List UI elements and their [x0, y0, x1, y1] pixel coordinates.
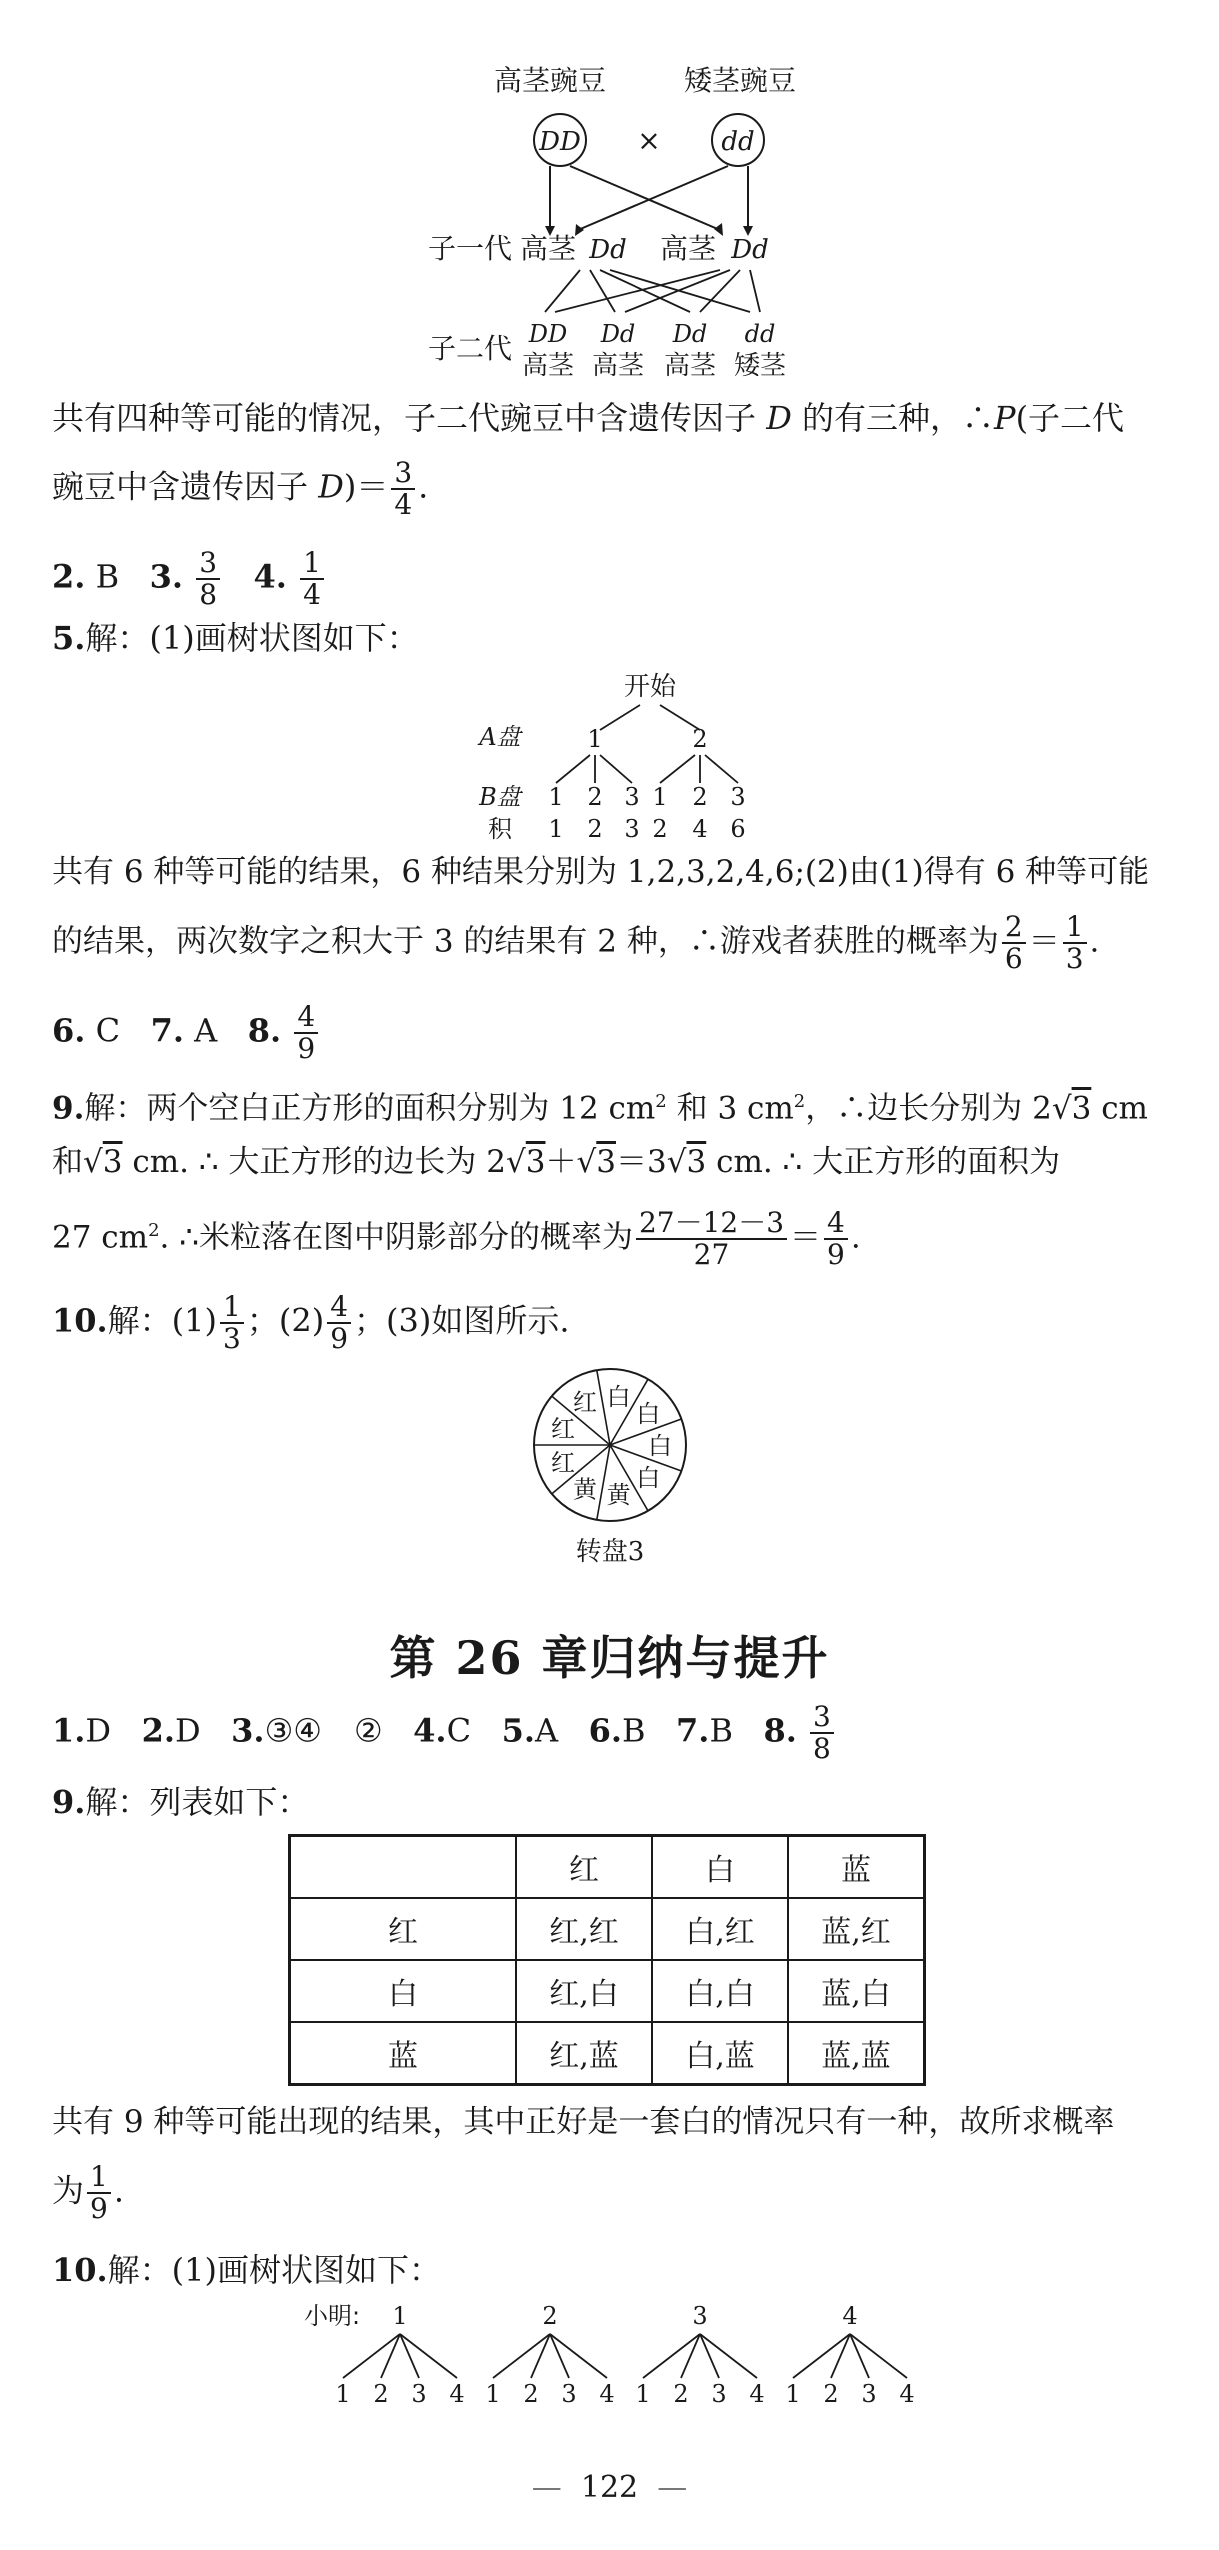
q9-fraction-1: $\frac{27-12-3}{27}$ [636, 1208, 787, 1270]
table-cell: 白,蓝 [652, 2022, 788, 2085]
r10-tree-leaf: 2 [823, 2380, 839, 2408]
tree-prod-6: 6 [730, 815, 746, 843]
cross-symbol: × [637, 124, 661, 157]
r10-tree-diagram [290, 2290, 930, 2410]
f2-genes-3: Dd [672, 320, 708, 348]
table-cell: 红,白 [516, 1960, 652, 2022]
sqrt-symbol: √3 [1051, 1090, 1092, 1127]
spinner-sector-label: 白 [606, 1382, 631, 1411]
genetics-diagram [420, 60, 840, 390]
tree-b-1: 1 [548, 783, 564, 811]
spinner-sector-label: 红 [573, 1388, 597, 1417]
tree-b-3: 3 [624, 783, 640, 811]
r10-tree-leaf: 2 [523, 2380, 539, 2408]
r8-fraction: $\frac{3}{8}$ [810, 1702, 834, 1764]
answers-6-8 [52, 1002, 321, 1064]
table-row [290, 1898, 925, 1960]
q5-fraction-1: $\frac{2}{6}$ [1002, 912, 1026, 974]
p1-var-d-2: D [318, 467, 344, 506]
r10-tree-leaf: 2 [373, 2380, 389, 2408]
table-cell: 蓝,红 [788, 1898, 925, 1960]
f1-a-trait: 高茎 [519, 232, 577, 265]
r10-intro: 10.解：(1)画树状图如下： [52, 2251, 442, 2289]
q5-number: 5. [52, 619, 86, 657]
section-title: 第 26 章归纳与提升 [389, 1631, 830, 1685]
f1-arrowheads [545, 223, 753, 236]
q6-number: 6. [52, 1011, 86, 1050]
tree-start: 开始 [623, 672, 677, 702]
q10-number: 10. [52, 1301, 108, 1340]
parent-short-label: 矮茎豌豆 [683, 64, 797, 97]
f2-trait-3: 高茎 [663, 351, 717, 381]
tree-edges-level2 [556, 755, 738, 783]
q10-line: 10.解：(1) $\frac{1}{3}$ ；(2) $\frac{4}{9}$ ；(3)如图所示. [52, 1290, 570, 1355]
f2-trait-4: 矮茎 [733, 351, 787, 381]
r10-tree-leaf: 3 [711, 2380, 727, 2408]
q5-fraction-2: $\frac{1}{3}$ [1063, 912, 1087, 974]
f1-b-genes: Dd [731, 235, 769, 265]
table-cell [290, 1836, 517, 1899]
q8-fraction: $\frac{4}{9}$ [294, 1002, 318, 1064]
r10-tree-leaf: 4 [749, 2380, 765, 2408]
q9-fraction-2: $\frac{4}{9}$ [824, 1208, 848, 1270]
q5-line-1 [52, 852, 1149, 892]
spinner-sector-label: 白 [636, 1464, 661, 1493]
q5-line-2-text: 的结果，两次数字之积大于 3 的结果有 2 种，∴游戏者获胜的概率为 [52, 923, 999, 960]
tree-prod-5: 4 [692, 815, 708, 843]
q5-line-1-text: 共有 6 种等可能的结果，6 种结果分别为 1,2,3,2,4,6;(2)由(1)得有 6 种等可能 [52, 854, 1150, 890]
q9-line-2: 和√3 cm. ∴ 大正方形的边长为 2√3＋√3＝3√3 cm. ∴ 大正方形的面积为 [52, 1144, 1061, 1180]
r10-tree-root: 3 [692, 2302, 708, 2330]
color-table [288, 1834, 926, 2086]
parent-tall-genes: DD [539, 127, 581, 157]
q7-number: 7. [150, 1011, 184, 1050]
table-cell: 红,蓝 [516, 2022, 652, 2085]
p1-line-2: 豌豆中含遗传因子 D)＝ $\frac{3}{4}$ . [52, 456, 429, 521]
q5-tree-diagram [460, 665, 780, 850]
q4-fraction: $\frac{1}{4}$ [300, 548, 324, 610]
p1-text-4: 豌豆中含遗传因子 [52, 467, 309, 506]
spinner-sector-label: 黄 [573, 1475, 597, 1504]
q7-answer: A [194, 1011, 218, 1050]
q9-line-1: 9.解：两个空白正方形的面积分别为 12 $cm^2$ 和 3 $cm^2$，∴边长分别为 2√3 cm [52, 1090, 1148, 1127]
spinner-sector-label: 白 [636, 1399, 661, 1428]
r10-tree-leaf: 3 [411, 2380, 427, 2408]
r10-tree-leaf: 4 [449, 2380, 465, 2408]
tree-b-2: 2 [587, 783, 603, 811]
r10-tree-leaf: 4 [899, 2380, 915, 2408]
f2-genes-4: dd [744, 320, 776, 348]
p1-text-1: 共有四种等可能的情况，子二代豌豆中含遗传因子 [52, 399, 757, 437]
r10-tree-leaf: 1 [335, 2380, 351, 2408]
tree-prod-1: 1 [548, 815, 564, 843]
spinner-caption: 转盘3 [575, 1537, 645, 1567]
tree-prod-label: 积 [488, 815, 512, 843]
tree-prod-3: 3 [624, 815, 640, 843]
r10-tree-root: 4 [842, 2302, 858, 2330]
tree-b-4: 1 [652, 783, 668, 811]
p1-var-p: P [994, 399, 1016, 437]
table-cell: 蓝,蓝 [788, 2022, 925, 2085]
r10-tree-branches [335, 2302, 914, 2408]
table-header-row [290, 1836, 925, 1899]
table-row [290, 1960, 925, 2022]
r10-tree-leaf: 3 [561, 2380, 577, 2408]
f1-b-trait: 高茎 [659, 232, 717, 265]
r10-tree-root: 1 [392, 2302, 408, 2330]
r10-tree-leaf: 4 [599, 2380, 615, 2408]
r10-tree-leaf: 1 [635, 2380, 651, 2408]
f2-arrows [545, 270, 760, 312]
spinner-sector-label: 红 [551, 1414, 576, 1443]
f1-label: 子一代 [427, 232, 513, 265]
p1-text-5: )＝ [343, 467, 389, 506]
q5-line-2: 的结果，两次数字之积大于 3 的结果有 2 种，∴游戏者获胜的概率为 $\frac{2}{6}$ ＝ $\frac{1}{3}$ . [52, 910, 1100, 975]
f2-trait-2: 高茎 [591, 351, 645, 381]
tree-b-5: 2 [692, 783, 708, 811]
r9-line-1: 共有 9 种等可能出现的结果，其中正好是一套白的情况只有一种，故所求概率 [52, 2104, 1115, 2140]
r10-tree-leaf: 1 [785, 2380, 801, 2408]
answers-2-4 [52, 548, 327, 610]
table-cell: 红,红 [516, 1898, 652, 1960]
r9-line-2: 为 $\frac{1}{9}$ . [52, 2160, 125, 2225]
table-cell: 蓝,白 [788, 1960, 925, 2022]
parent-tall-label: 高茎豌豆 [493, 64, 607, 97]
r10-tree-leaf: 1 [485, 2380, 501, 2408]
q9-line-3: 27 $cm^2$. ∴米粒落在图中阴影部分的概率为 $\frac{27-12-3}{27}$ ＝ $\frac{4}{9}$ . [52, 1206, 861, 1271]
table-cell: 白 [652, 1836, 788, 1899]
p1-line-1 [52, 398, 1124, 438]
tree-a-1: 1 [587, 725, 603, 753]
r10-tree-label: 小明: [303, 2302, 361, 2330]
q4-number: 4. [253, 557, 287, 596]
parent-short-genes: dd [721, 127, 755, 157]
table-cell: 蓝 [788, 1836, 925, 1899]
q2-number: 2. [52, 557, 86, 596]
r9-intro: 9.解：列表如下： [52, 1783, 310, 1821]
q6-answer: C [95, 1011, 121, 1050]
table-row [290, 2022, 925, 2085]
table-cell: 白,红 [652, 1898, 788, 1960]
q2-answer: B [95, 557, 120, 596]
table-cell: 白 [290, 1960, 517, 2022]
p1-fraction: $\frac{3}{4}$ [391, 458, 415, 520]
spinner-sector-label: 红 [551, 1449, 576, 1478]
spinner-diagram [510, 1365, 710, 1575]
q8-number: 8. [247, 1011, 282, 1050]
tree-a-label: A盘 [479, 723, 521, 751]
review-answers-1-8: 1.D 2.D 3.③④ ② 4.C 5.A 6.B 7.B 8. $\frac{3}{8}$ [52, 1702, 837, 1764]
r9-fraction: $\frac{1}{9}$ [87, 2162, 111, 2224]
f2-genes-1: DD [528, 320, 568, 348]
f2-trait-1: 高茎 [521, 351, 575, 381]
r10-tree-root: 2 [542, 2302, 558, 2330]
q5-intro-text: 解：(1)画树状图如下： [85, 619, 419, 657]
tree-prod-4: 2 [652, 815, 668, 843]
q10-fraction-2: $\frac{4}{9}$ [327, 1292, 351, 1354]
f2-label: 子二代 [427, 332, 513, 365]
table-cell: 白,白 [652, 1960, 788, 2022]
r10-number: 10. [52, 2251, 108, 2289]
tree-b-6: 3 [730, 783, 746, 811]
spinner-sector-label: 黄 [606, 1481, 631, 1510]
p1-text-2: 的有三种，∴ [802, 399, 995, 437]
q5-intro [52, 618, 419, 658]
r10-tree-leaf: 3 [861, 2380, 877, 2408]
q10-fraction-1: $\frac{1}{3}$ [220, 1292, 244, 1354]
f1-a-genes: Dd [589, 235, 627, 265]
f2-genes-2: Dd [600, 320, 636, 348]
q9-number: 9. [52, 1090, 85, 1127]
page-number: — 122 — [531, 2470, 688, 2505]
table-cell: 红 [290, 1898, 517, 1960]
tree-b-label: B盘 [479, 783, 521, 811]
tree-edges-level1 [600, 705, 700, 730]
p1-var-d: D [766, 399, 792, 437]
tree-prod-2: 2 [587, 815, 603, 843]
r10-tree-leaf: 2 [673, 2380, 689, 2408]
spinner-sector-label: 白 [648, 1432, 672, 1460]
f1-arrows [550, 166, 748, 230]
p1-text-3: (子二代 [1015, 399, 1125, 437]
tree-a-2: 2 [692, 725, 708, 753]
r9-number: 9. [52, 1783, 86, 1821]
q3-fraction: $\frac{3}{8}$ [196, 548, 220, 610]
table-cell: 红 [516, 1836, 652, 1899]
q3-number: 3. [149, 557, 184, 596]
table-cell: 蓝 [290, 2022, 517, 2085]
